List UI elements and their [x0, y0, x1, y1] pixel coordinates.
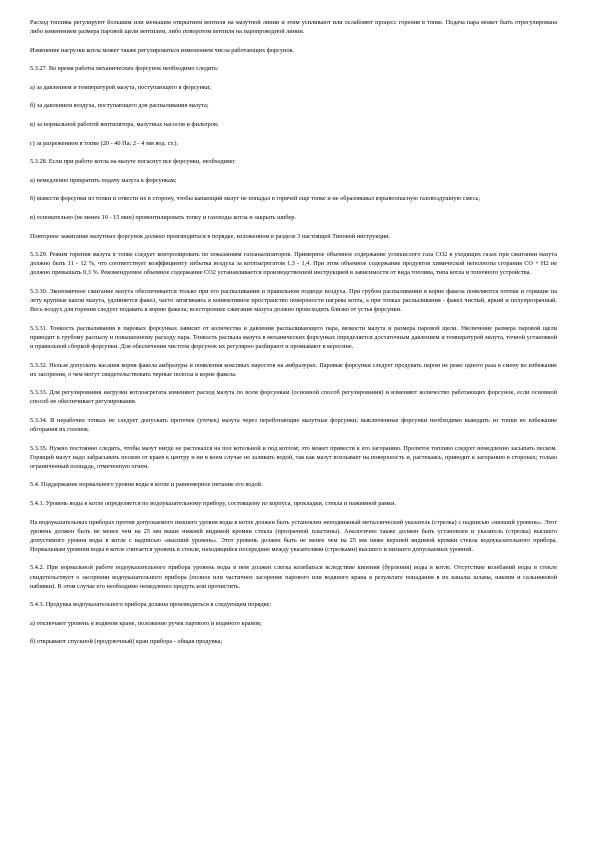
paragraph: 5.3.31. Тонкость распыливания в паровых форсунках зависит от количества и давления распыливающего пара, вязкости мазута и размера паровой щели. Увеличение размера паровой щели приводит к грубому распылу и повышенному расходу пара. Тонкость распыла мазута в механических форсунках определяется достаточным давлением и температурой мазута, точной установкой и правильной сборкой форсунки. Для обеспечения чистоты форсунок их регулярно разбирают и промывают в керосине. — [30, 324, 557, 350]
list-item: а) отключают уровень в водяном кране, положение ручек парового и водяного кранов; — [30, 619, 262, 627]
paragraph: 5.3.35. Нужно постоянно следить, чтобы мазут нигде не растекался на пол котельной и под котлом; это может привести к его загоранию. Пролитое топливо следует немедленно засыпать песком. Горящий мазут надо забрасывать песком от краев к центру и ни в коем случае не заливать водой, так как мазут всплывает на поверхность и, растекаясь, приводит к загоранию в сторонах; только ограниченный площадь, отмеченную огнем. — [30, 444, 557, 470]
list-item: б) вывести форсунки из топки и отвести их в сторону, чтобы капающий мазут не попадал в горячей еще топке и не образовывал взрывоопасную газовоздушную смесь; — [30, 195, 481, 203]
paragraph: 5.3.34. В нерабочих топках не следует допускать протечек (утечек) мазута через переботающие мазутные форсунки; выключенные форсунки необходимо выводить из топки во избежание обгорания их головок. — [30, 416, 557, 434]
paragraph: 5.4.1. Уровень воды в котле определяется по водоуказательному прибору, состоящему из корпуса, прокладки, стекла и нажимной рамки. — [30, 500, 397, 507]
paragraph: 5.4.2. При нормальной работе водоуказательного прибора уровень воды в нем должен слегка колебаться вследствие кипения (бурления) воды в котле. Отсутствие колебаний воды в стекле свидетельствует о засорении водоуказательного прибора (полное или частичное засорение парового или водяного крана в результате попадания в их каналы шлама, накипи и сальниковой набивки). В этом случае его необходимо немедленно продуть или прочистить. — [30, 564, 557, 590]
list-item: г) за разрежением в топке (20 - 40 Па; 2 - 4 мм вод. ст.). — [30, 139, 179, 147]
paragraph: Расход топлива регулируют большим или меньшим открытием вентиля на мазутной линии и этим усиливают или ослабляют процесс горения в топке. Подача пара может быть отрегулирована либо изменением размера паровой щели вентилем, либо поворотом вентиля на паропроводной линии. — [30, 19, 557, 36]
list-item: б) за давлением воздуха, поступающего для распыливания мазута; — [30, 102, 209, 110]
paragraph: 5.3.30. Экономичное сжигание мазута обеспечивается только при его распыливании и правильном подводе воздуха. При грубом распыливании в корне факела появляются потеки и горящие на лету крупные капли мазута, удлиняется факел, часто затягиваясь в конвективное пространство поверхности нагрева котла, а при топках распыливания - факел чистый, яркий и полупрозрачный. Весь воздух для горения следует подавать к корню факела; всестороннее сжигание мазута должно происходить близко от устья форсунки. — [30, 288, 557, 314]
paragraph: Изменение нагрузки котла может также регулироваться изменением числа работающих форсунок. — [30, 46, 295, 54]
paragraph-with-link: Повторное зажигание мазутных форсунок должно производиться в порядке, изложенном в разделе 3 настоящей Типовой инструкции. — [30, 232, 391, 240]
section-heading: 5.3.27. Во время работы механических форсунок необходимо следить: — [30, 65, 219, 73]
list-item: б) открывают спускной (продувочный) кран прибора - общая продувка; — [30, 638, 223, 646]
paragraph: 5.3.29. Режим горения мазута в топке следует контролировать по показаниям газоанализаторов. Примерное объемное содержание углекислого газа CO2 в уходящих газах при сжигании мазута должно быть 11 - 12 %, что соответствует коэффициенту избытка воздуха за котлоагрегатом 1,3 - 1,4. При этом объемное содержание продуктов химической неполноты сгорания CO + H2 не должно превышать 0,3 %. Рекомендуемое объемное содержание CO2 устанавливается производственной инструкцией в зависимости от вида топлива, типа котла и топочного устройства. — [30, 251, 557, 277]
list-item: в) за нормальной работой вентилятора, мазутных насосов и фильтров; — [30, 121, 219, 129]
list-item: в) основательно (не менее 10 - 15 мин) провентилировать топку и газоходы котла и закрыть шибер. — [30, 214, 296, 222]
paragraph: 5.3.32. Нельзя допускать касания корня факела амбразуры и появления коксовых наростов на амбразурах. Паровые форсунки следует продувать паром не реже одного раза в смену во избежание их засорения, о чем могут свидетельствовать черные полосы в корне факела. — [30, 361, 557, 378]
list-item: а) за давлением и температурой мазута, поступающего в форсунки; — [30, 83, 212, 91]
list-item: а) немедленно прекратить подачу мазута к форсункам; — [30, 176, 177, 184]
paragraph: 5.3.33. Для регулирования нагрузки котлоагрегата изменяют расход мазута по всем форсункам (основной способ регулирования) и изменяют количество работающих форсунок, если основной способ не обеспечивает регулирования. — [30, 389, 557, 406]
section-heading: 5.4. Поддержание нормального уровня воды в котле и равномерное питание его водой. — [30, 481, 263, 489]
section-heading: 5.3.28. Если при работе котла на мазуте погаснут все форсунки, необходимо: — [30, 158, 236, 166]
paragraph: На водоуказательных приборах против допускаемого низшего уровня воды в котле должен быть установлен неподвижный металлический указатель (стрелка) с надписью «низший уровень». Этот уровень должен быть не менее чем на 25 мм выше нижней видимой кромки стекла (прозрачной пластины). Аналогично также должен быть установлен и указатель (стрелка) высшего допустимого уровня воды в котле с надписью «высший уровень». Этот уровень должен быть не менее чем на 25 мм ниже верхней видимой кромки стекла водоуказательного прибора. Нормальным уровнем воды в котле считается уровень в стекле, находящийся посередине между указателями (стрелками) высшего и низшего допускаемых уровней. — [30, 518, 557, 553]
paragraph: 5.4.3. Продувка водоуказательного прибора должна производиться в следующем порядке: — [30, 601, 272, 609]
